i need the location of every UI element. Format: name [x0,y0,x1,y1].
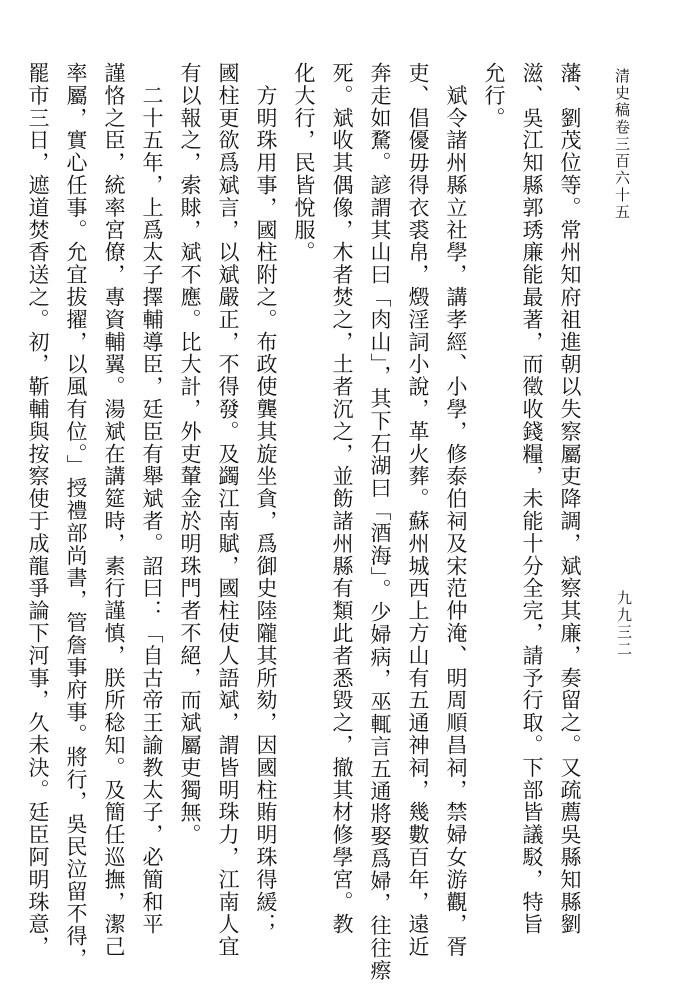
text-column: 斌令諸州縣立社學，講孝經、小學，修泰伯祠及宋范仲淹、明周順昌祠，禁婦女游觀，胥 [444,62,468,958]
text-column: 吏、倡優毋得衣裘帛，燬淫詞小說，革火葬。蘇州城西上方山有五通神祠，幾數百年，遠近 [406,62,430,958]
text-column: 奔走如騖。諺謂其山曰「肉山」，其下石湖曰「酒海」。少婦病，巫輒言五通將娶爲婦，往往瘵 [368,62,392,982]
running-header: 清史稿卷三百六十五 [613,68,631,221]
text-column: 化大行，民皆悅服。 [292,62,316,264]
text-column: 死。斌收其偶像，木者焚之，土者沉之，並飭諸州縣有類此者悉毀之，撤其材修學宮。教 [330,62,354,936]
text-column: 允行。 [482,62,506,130]
text-column: 藩、劉茂位等。常州知府祖進朝以失察屬吏降調，斌察其廉，奏留之。又疏薦吳縣知縣劉 [558,62,582,936]
text-column: 國柱更欲爲斌言，以斌嚴正，不得發。及蠲江南賦，國柱使人語斌，謂皆明珠力，江南人宜 [216,62,240,958]
text-column: 罷市三日，遮道焚香送之。初，靳輔與按察使于成龍爭論下河事，久未決。廷臣阿明珠意， [26,62,50,958]
text-column: 有以報之，索賕，斌不應。比大計，外吏輦金於明珠門者不絕，而斌屬吏獨無。 [178,62,202,846]
page-number: 九九三二 [615,590,633,658]
text-column: 二十五年，上爲太子擇輔導臣，廷臣有舉斌者。詔曰：「自古帝王諭教太子，必簡和平 [140,62,164,936]
text-column: 謹恪之臣，統率宮僚，專資輔翼。湯斌在講筵時，素行謹慎，朕所稔知。及簡任巡撫，潔己 [102,62,126,958]
text-column: 率屬，實心任事。允宜拔擢，以風有位。」授禮部尚書，管詹事府事。將行，吳民泣留不得， [64,62,88,970]
text-column: 滋、吳江知縣郭琇廉能最著，而徵收錢糧，未能十分全完，請予行取。下部皆議駁，特旨 [520,62,544,936]
text-column: 方明珠用事，國柱附之。布政使龔其旋坐貪，爲御史陸隴其所劾，因國柱賄明珠得緩； [254,62,278,936]
